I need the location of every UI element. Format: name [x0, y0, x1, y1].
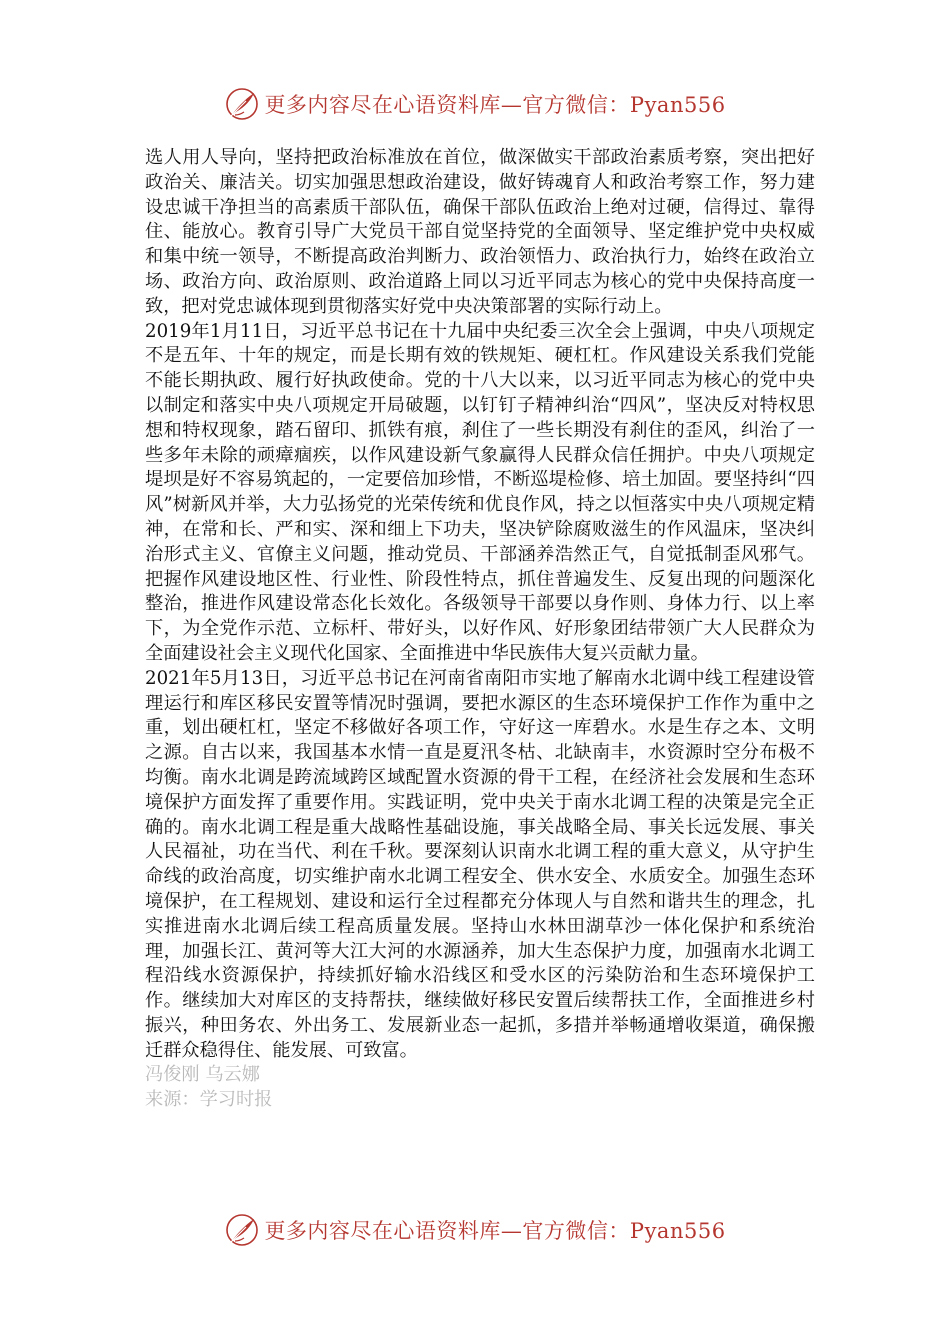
source-line: 来源：学习时报: [145, 1089, 273, 1111]
banner-text: 更多内容尽在心语资料库—官方微信：Pyan556: [264, 1219, 726, 1243]
paragraph-3: 2021年5月13日，习近平总书记在河南省南阳市实地了解南水北调中线工程建设管理运行和库区移民安置等情况时强调，要把水源区的生态环境保护工作作为重中之重，划出硬杠杠，坚定不移做好各项工作，守好这一库碧水。水是生存之本、文明之源。自古以来，我国基本水情一直是夏汛冬枯、北缺南丰，水资源时空分布极不均衡。南水北调是跨流域跨区域配置水资源的骨干工程，在经济社会发展和生态环境保护方面发挥了重要作用。实践证明，党中央关于南水北调工程的决策是完全正确的。南水北调工程是重大战略性基础设施，事关战略全局、事关长远发展、事关人民福祉，功在当代、利在千秋。要深刻认识南水北调工程的重大意义，从守护生命线的政治高度，切实维护南水北调工程安全、供水安全、水质安全。加强生态环境保护，在工程规划、建设和运行全过程都充分体现人与自然和谐共生的理念，扎实推进南水北调后续工程高质量发展。坚持山水林田湖草沙一体化保护和系统治理，加强长江、黄河等大江大河的水源涵养，加大生态保护力度，加强南水北调工程沿线水资源保护，持续抓好输水沿线区和受水区的污染防治和生态环境保护工作。继续加大对库区的支持帮扶，继续做好移民安置后续帮扶工作，全面推进乡村振兴，种田务农、外出务工、发展新业态一起抓，多措并举畅通增收渠道，确保搬迁群众稳得住、能发展、可致富。: [145, 667, 815, 1061]
paragraph-1: 选人用人导向，坚持把政治标准放在首位，做深做实干部政治素质考察，突出把好政治关、廉洁关。切实加强思想政治建设，做好铸魂育人和政治考察工作，努力建设忠诚干净担当的高素质干部队伍，确保干部队伍政治上绝对过硬，信得过、靠得住、能放心。教育引导广大党员干部自觉坚持党的全面领导、坚定维护党中央权威和集中统一领导，不断提高政治判断力、政治领悟力、政治执行力，始终在政治立场、政治方向、政治原则、政治道路上同以习近平同志为核心的党中央保持高度一致，把对党忠诚体现到贯彻落实好党中央决策部署的实际行动上。: [145, 147, 815, 317]
article-body: [145, 146, 815, 1113]
footer-banner: [0, 1208, 950, 1252]
header-banner: [0, 82, 950, 126]
feather-pen-logo-icon: [224, 1212, 260, 1248]
feather-pen-logo-icon: [224, 86, 260, 122]
author-line: 冯俊刚 乌云娜: [145, 1064, 260, 1086]
banner-text: 更多内容尽在心语资料库—官方微信：Pyan556: [264, 93, 726, 117]
paragraph-2: 2019年1月11日，习近平总书记在十九届中央纪委三次全会上强调，中央八项规定不是五年、十年的规定，而是长期有效的铁规矩、硬杠杠。作风建设关系我们党能不能长期执政、履行好执政使命。党的十八大以来，以习近平同志为核心的党中央以制定和落实中央八项规定开局破题，以钉钉子精神纠治“四风”，坚决反对特权思想和特权现象，踏石留印、抓铁有痕，刹住了一些长期没有刹住的歪风，纠治了一些多年未除的顽瘴痼疾，以作风建设新气象赢得人民群众信任拥护。中央八项规定堤坝是好不容易筑起的，一定要倍加珍惜，不断巡堤检修、培土加固。要坚持纠“四风”树新风并举，大力弘扬党的光荣传统和优良作风，持之以恒落实中央八项规定精神，在常和长、严和实、深和细上下功夫，坚决铲除腐败滋生的作风温床，坚决纠治形式主义、官僚主义问题，推动党员、干部涵养浩然正气，自觉抵制歪风邪气。把握作风建设地区性、行业性、阶段性特点，抓住普遍发生、反复出现的问题深化整治，推进作风建设常态化长效化。各级领导干部要以身作则、身体力行、以上率下，为全党作示范、立标杆、带好头，以好作风、好形象团结带领广大人民群众为全面建设社会主义现代化国家、全面推进中华民族伟大复兴贡献力量。: [145, 320, 815, 664]
